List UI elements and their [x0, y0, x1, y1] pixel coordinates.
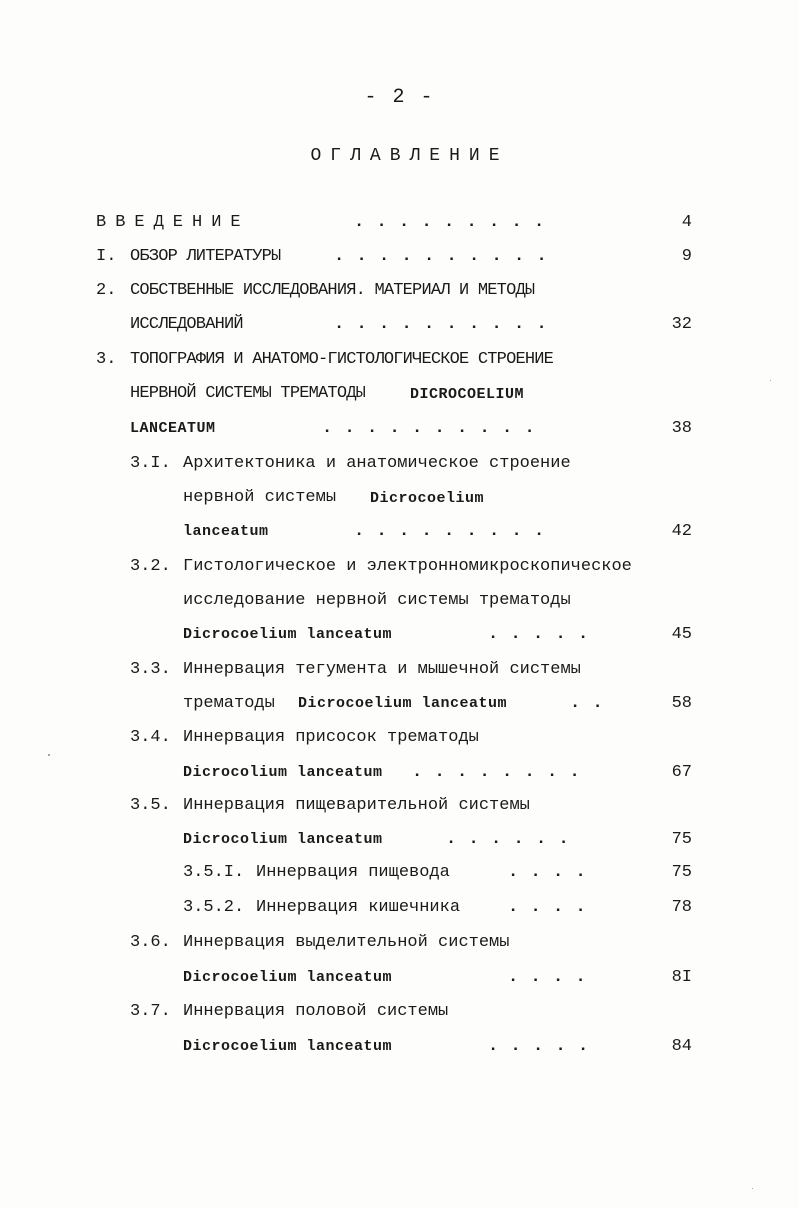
dot-leader: ....	[508, 968, 599, 987]
toc-entry-3-5-2-label: Иннервация кишечника	[256, 898, 461, 917]
toc-entry-3-7-line2: Dicrocoelium lanceatum	[183, 1038, 393, 1055]
dot-leader: ..	[570, 694, 616, 713]
toc-entry-3-1-line1: Архитектоника и анатомическое строение	[183, 454, 571, 473]
toc-num-3-6: 3.6.	[130, 933, 171, 952]
toc-page-intro: 4	[681, 213, 692, 232]
toc-entry-intro-label: ВВЕДЕНИЕ	[96, 213, 250, 232]
toc-page-3-1: 42	[671, 522, 692, 541]
scan-speck	[48, 754, 50, 756]
page-number: - 2 -	[364, 86, 435, 109]
dot-leader: ......	[446, 830, 582, 849]
toc-page-3-2: 45	[671, 625, 692, 644]
toc-entry-3-1-latin: Dicrocoelium	[370, 490, 485, 507]
toc-page-3-5: 75	[671, 830, 692, 849]
toc-num-3-5: 3.5.	[130, 796, 171, 815]
scan-speck	[752, 1188, 753, 1189]
toc-num-3-7: 3.7.	[130, 1002, 171, 1021]
page-title: ОГЛАВЛЕНИЕ	[310, 146, 509, 166]
toc-entry-1-label: ОБЗОР ЛИТЕРАТУРЫ	[130, 247, 281, 266]
toc-entry-3-line1: ТОПОГРАФИЯ И АНАТОМО-ГИСТОЛОГИЧЕСКОЕ СТРОЕНИЕ	[130, 350, 554, 369]
toc-num-3-1: 3.I.	[130, 454, 171, 473]
toc-page-3: 38	[671, 419, 692, 438]
toc-entry-3-1-line3: lanceatum	[183, 523, 269, 540]
toc-entry-3-2-line3: Dicrocoelium lanceatum	[183, 626, 393, 643]
dot-leader: .........	[354, 522, 557, 541]
toc-page-1: 9	[681, 247, 692, 266]
toc-entry-3-3-line2: трематоды	[183, 694, 275, 713]
toc-entry-3-7-line1: Иннервация половой системы	[183, 1002, 449, 1021]
scan-speck	[770, 380, 771, 381]
toc-num-3-5-1: 3.5.I.	[183, 863, 245, 882]
dot-leader: ....	[508, 863, 599, 882]
toc-page-2: 32	[671, 315, 692, 334]
toc-entry-3-2-line2: исследование нервной системы трематоды	[183, 591, 571, 610]
toc-page-3-5-2: 78	[671, 898, 692, 917]
toc-entry-3-3-latin: Dicrocoelium lanceatum	[298, 695, 508, 712]
toc-entry-3-5-1-label: Иннервация пищевода	[256, 863, 450, 882]
toc-entry-3-1-line2: нервной системы	[183, 488, 337, 507]
dot-leader: .........	[354, 213, 557, 232]
toc-entry-2-line2: ИССЛЕДОВАНИЙ	[130, 315, 243, 334]
toc-entry-2-line1: СОБСТВЕННЫЕ ИССЛЕДОВАНИЯ. МАТЕРИАЛ И МЕТОДЫ	[130, 281, 535, 300]
dot-leader: ..........	[334, 315, 560, 334]
toc-entry-3-2-line1: Гистологическое и электронномикроскопическое	[183, 557, 632, 576]
toc-page-3-7: 84	[671, 1037, 692, 1056]
toc-entry-3-6-line1: Иннервация выделительной системы	[183, 933, 510, 952]
toc-entry-3-5-line1: Иннервация пищеварительной системы	[183, 796, 530, 815]
toc-num-2: 2.	[96, 281, 117, 300]
toc-entry-3-3-line1: Иннервация тегумента и мышечной системы	[183, 660, 581, 679]
toc-num-3: 3.	[96, 350, 117, 369]
toc-num-3-3: 3.3.	[130, 660, 171, 679]
toc-entry-3-latin: DICROCOELIUM	[410, 386, 525, 403]
toc-entry-3-6-line2: Dicrocoelium lanceatum	[183, 969, 393, 986]
dot-leader: ....	[508, 898, 599, 917]
toc-num-3-4: 3.4.	[130, 728, 171, 747]
toc-num-1: I.	[96, 247, 117, 266]
toc-entry-3-line3: LANCEATUM	[130, 420, 216, 437]
toc-num-3-5-2: 3.5.2.	[183, 898, 245, 917]
toc-num-3-2: 3.2.	[130, 557, 171, 576]
toc-entry-3-line2: НЕРВНОЙ СИСТЕМЫ ТРЕМАТОДЫ	[130, 384, 366, 403]
toc-page-3-4: 67	[671, 763, 692, 782]
toc-entry-3-4-line1: Иннервация присосок трематоды	[183, 728, 479, 747]
dot-leader: ........	[412, 763, 593, 782]
toc-page-3-3: 58	[671, 694, 692, 713]
dot-leader: .....	[488, 1037, 601, 1056]
dot-leader: .....	[488, 625, 601, 644]
dot-leader: ..........	[322, 419, 548, 438]
dot-leader: ..........	[334, 247, 560, 266]
toc-entry-3-5-line2: Dicrocolium lanceatum	[183, 831, 383, 848]
toc-entry-3-4-line2: Dicrocolium lanceatum	[183, 764, 383, 781]
toc-page-3-5-1: 75	[671, 863, 692, 882]
toc-page-3-6: 8I	[671, 968, 692, 987]
